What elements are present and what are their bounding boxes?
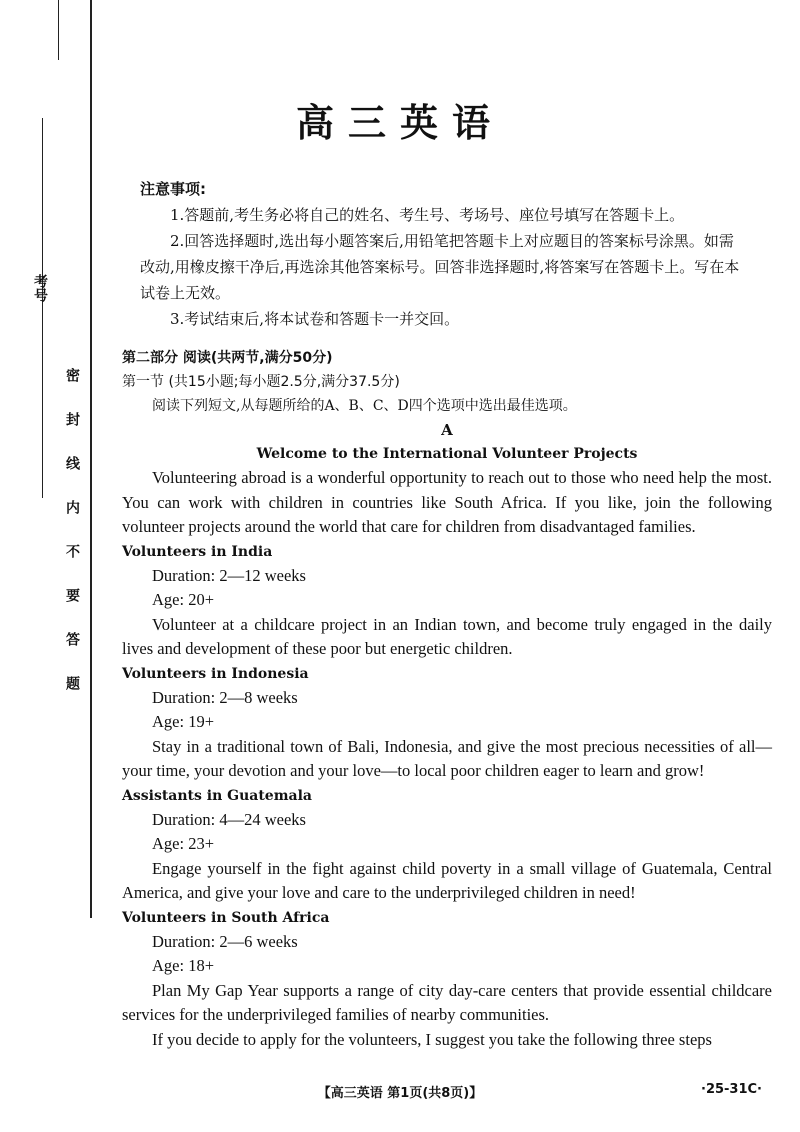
note-item: 1.答题前,考生务必将自己的姓名、考生号、考场号、座位号填写在答题卡上。 (170, 206, 685, 224)
project-age: Age: 23+ (152, 834, 215, 853)
project-duration: Duration: 4—24 weeks (152, 809, 306, 829)
project-description: Plan My Gap Year supports a range of city day-care centers that provide essential childcare services for the underprivileged families of nearby communities. (122, 980, 772, 1024)
seal-line (42, 118, 43, 498)
subsection-heading: 第一节 (共15小题;每小题2.5分,满分37.5分) (122, 374, 400, 390)
project-heading: Assistants in Guatemala (122, 787, 312, 804)
project-age: Age: 19+ (152, 712, 215, 731)
project-heading: Volunteers in India (122, 543, 273, 560)
notes-heading: 注意事项: (140, 180, 206, 198)
page-number: 【高三英语 第1页(共8页)】 (317, 1086, 483, 1101)
note-item: 3.考试结束后,将本试卷和答题卡一并交回。 (170, 310, 460, 328)
seal-warning: 密封线内不要答题 (64, 368, 80, 720)
exam-code: ·25-31C· (701, 1082, 762, 1097)
project-description: Stay in a traditional town of Bali, Indonesia, and give the most precious necessities of all—your time, your devotion and your love—to local poor children eager to learn and grow! (122, 736, 772, 780)
note-item: 2.回答选择题时,选出每小题答案后,用铅笔把答题卡上对应题目的答案标号涂黑。如需改动,用橡皮擦干净后,再选涂其他答案标号。回答非选择题时,将答案写在答题卡上。写在本试卷上无效。 (140, 232, 740, 302)
project-heading: Volunteers in Indonesia (122, 665, 309, 682)
project-age: Age: 20+ (152, 590, 215, 609)
reading-section (122, 346, 772, 1052)
part-heading: 第二部分 阅读(共两节,满分50分) (122, 350, 333, 366)
project-heading: Volunteers in South Africa (122, 909, 330, 926)
passage-closing: If you decide to apply for the volunteers, I suggest you take the following three steps (152, 1029, 712, 1049)
instruction: 阅读下列短文,从每题所给的A、B、C、D四个选项中选出最佳选项。 (152, 398, 577, 414)
project-duration: Duration: 2—12 weeks (152, 565, 306, 585)
project-description: Engage yourself in the fight against child poverty in a small village of Guatemala, Central America, and give your love and care to the underprivileged children in need! (122, 858, 772, 902)
project-duration: Duration: 2—6 weeks (152, 931, 298, 951)
passage-title: Welcome to the International Volunteer Projects (256, 446, 638, 462)
binding-margin (0, 0, 110, 1132)
passage-intro: Volunteering abroad is a wonderful opportunity to reach out to those who need help the most. You can work with children in countries like South Africa. If you like, join the following volunteer projects around the world that care for children from disadvantaged families. (122, 468, 772, 536)
exam-number-label: 考号 (32, 274, 48, 302)
notes (140, 176, 740, 332)
project-age: Age: 18+ (152, 956, 215, 975)
page-title: 高三英语 (295, 101, 504, 145)
project-description: Volunteer at a childcare project in an Indian town, and become truly engaged in the daily lives and development of these poor but energetic children. (122, 614, 772, 658)
passage-letter: A (441, 421, 453, 439)
project-duration: Duration: 2—8 weeks (152, 687, 298, 707)
